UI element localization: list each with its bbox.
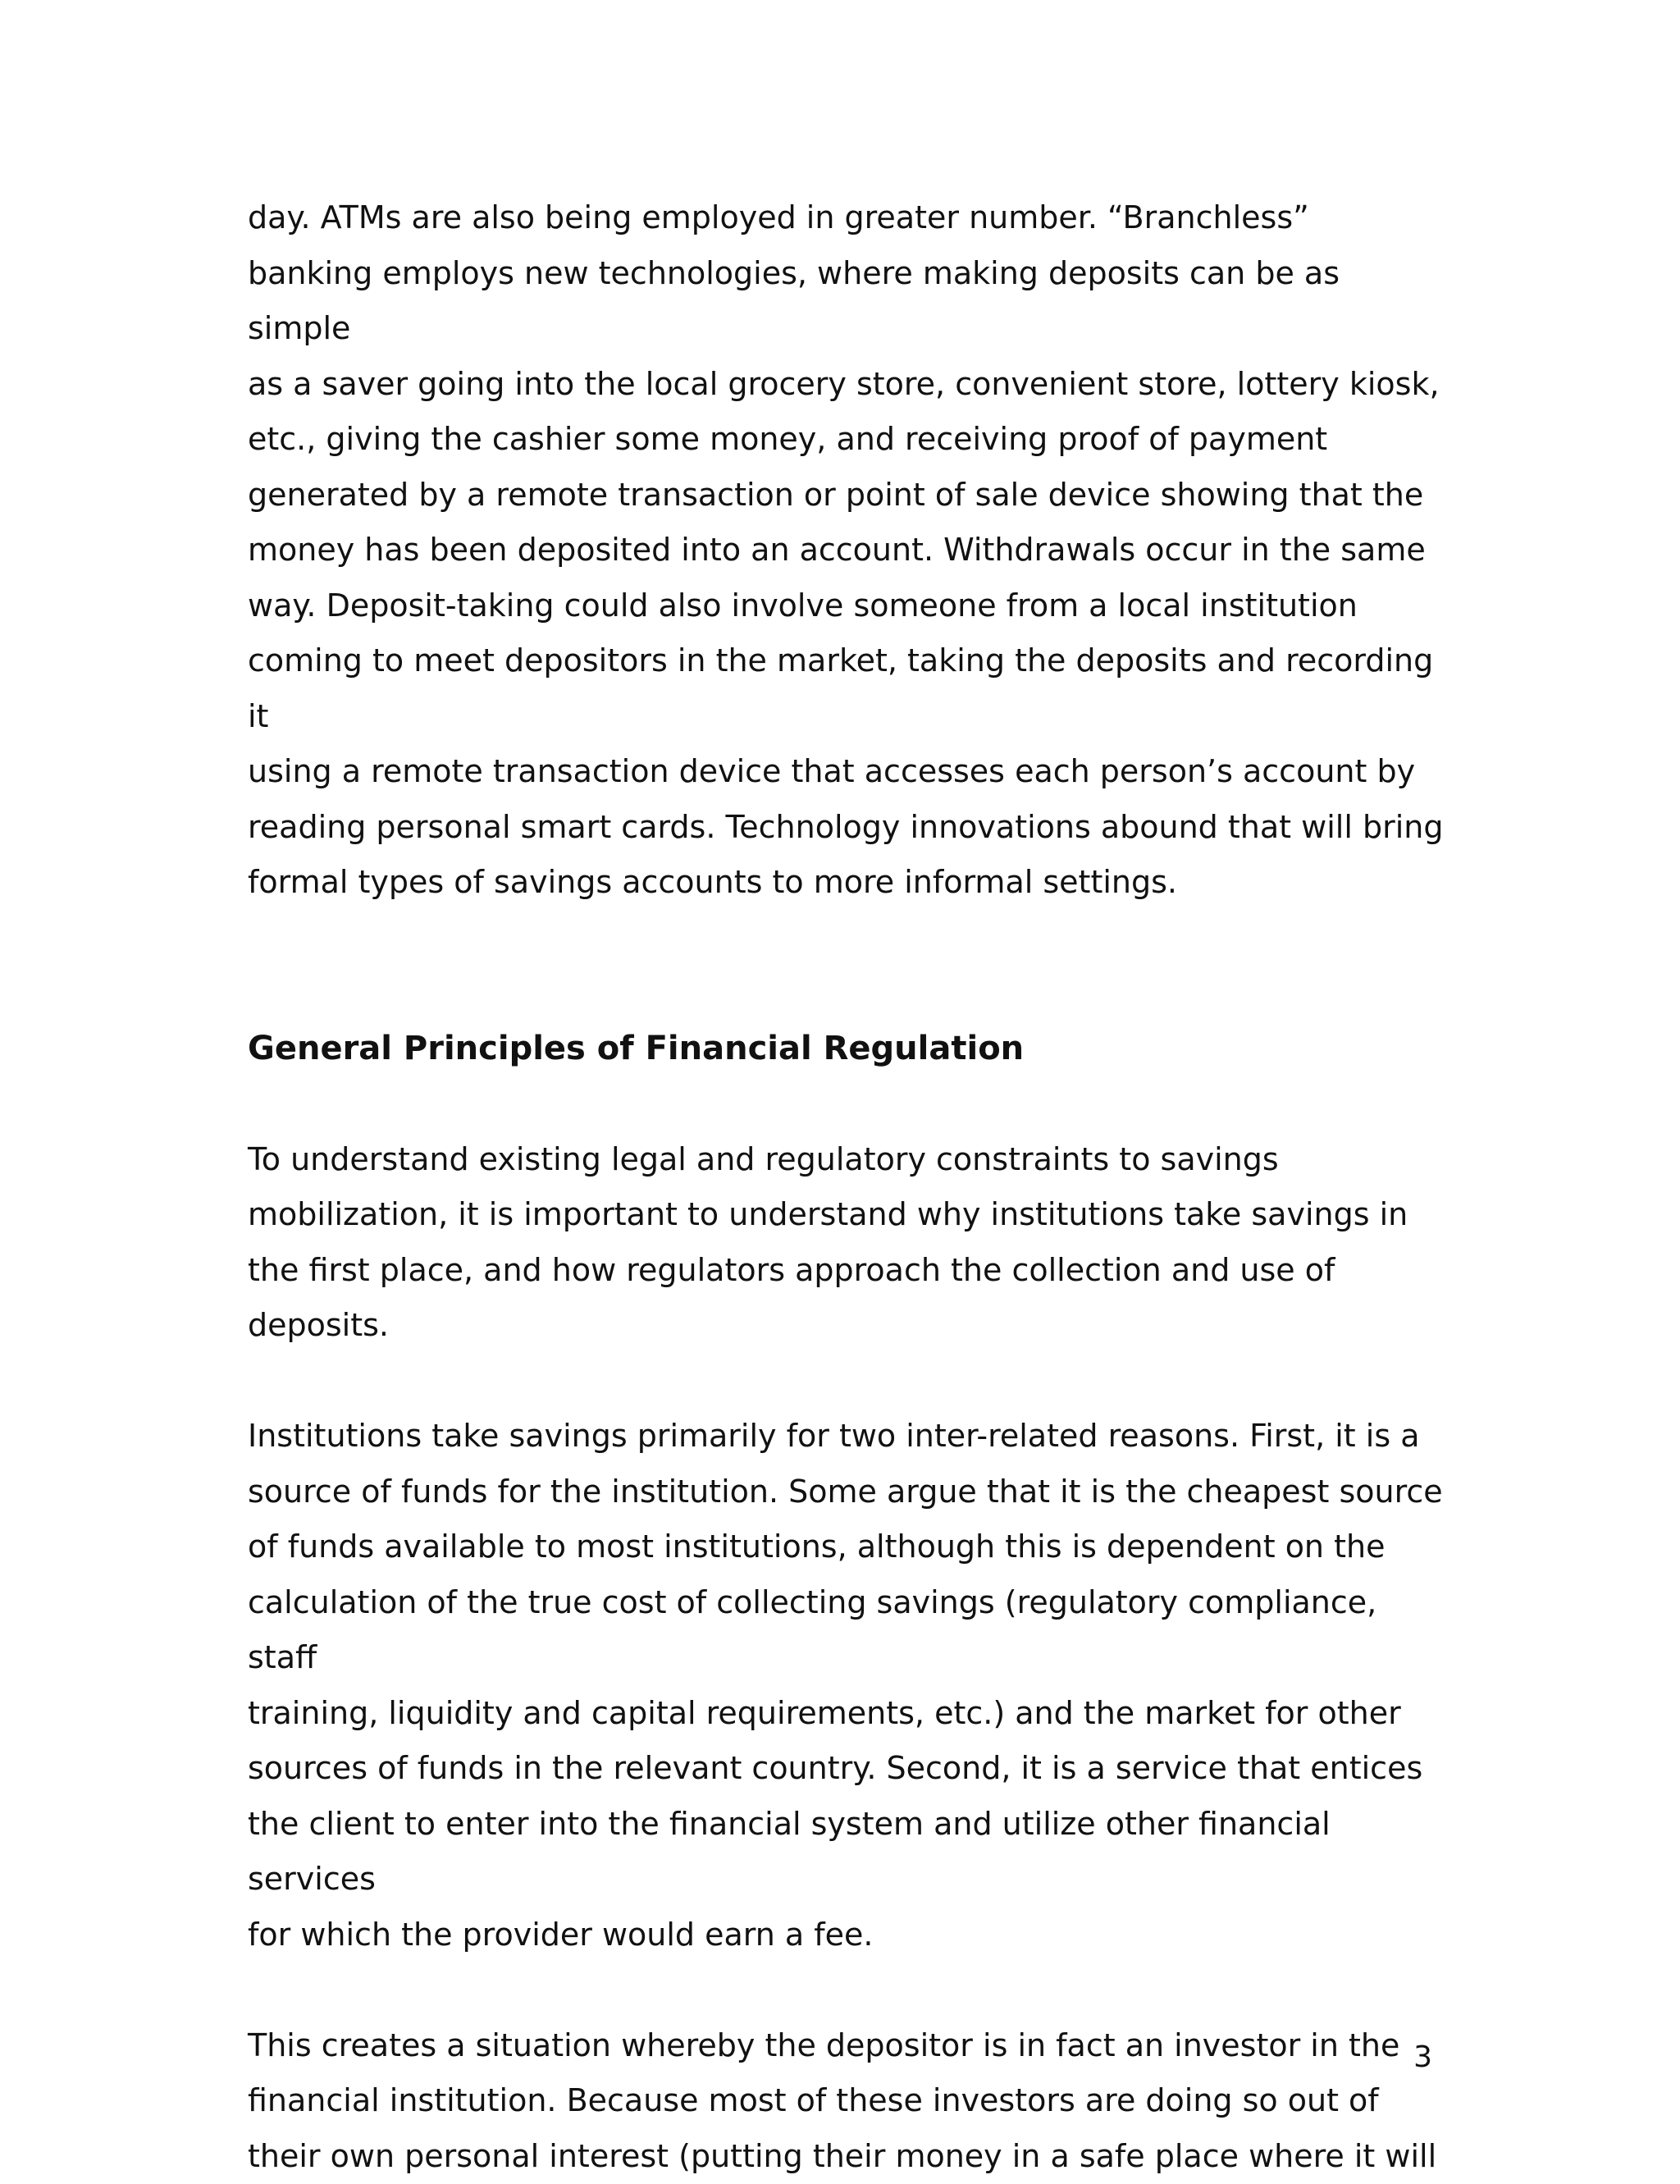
page-number: 3 — [1413, 2033, 1432, 2082]
section-heading: General Principles of Financial Regulation — [248, 1021, 1445, 1077]
paragraph-reasons-for-savings: Institutions take savings primarily for two inter-related reasons. First, it is a source of funds for the institution. Some argue that it is the cheapest source of funds available to most institutions, although this is dependent on the calculation of the true cost of collecting savings (regulatory compliance, staff training, liquidity and capital requirements, etc.) and the market for other sources of funds in the relevant country. Second, it is a service that entices the client to enter into the financial system and utilize other financial services for which the provider would earn a fee. — [248, 1409, 1445, 1962]
paragraph-branchless-banking: day. ATMs are also being employed in greater number. “Branchless” banking employs new technologies, where making deposits can be as simple as a saver going into the local grocery store, convenient store, lottery kiosk, etc., giving the cashier some money, and receiving proof of payment generated by a remote transaction or point of sale device showing that the money has been deposited into an account. Withdrawals occur in the same way. Deposit-taking could also involve someone from a local institution coming to meet depositors in the market, taking the deposits and recording it using a remote transaction device that accesses each person’s account by reading personal smart cards. Technology innovations abound that will bring formal types of savings accounts to more informal settings. — [248, 190, 1445, 911]
document-body — [248, 190, 1445, 2184]
paragraph-depositor-investor: This creates a situation whereby the depositor is in fact an investor in the financial institution. Because most of these investors are doing so out of their own personal interest (putting their money in a safe place where it will — [248, 2018, 1445, 2184]
paragraph-regulatory-constraints: To understand existing legal and regulatory constraints to savings mobilization, it is important to understand why institutions take savings in the first place, and how regulators approach the collection and use of deposits. — [248, 1132, 1445, 1354]
